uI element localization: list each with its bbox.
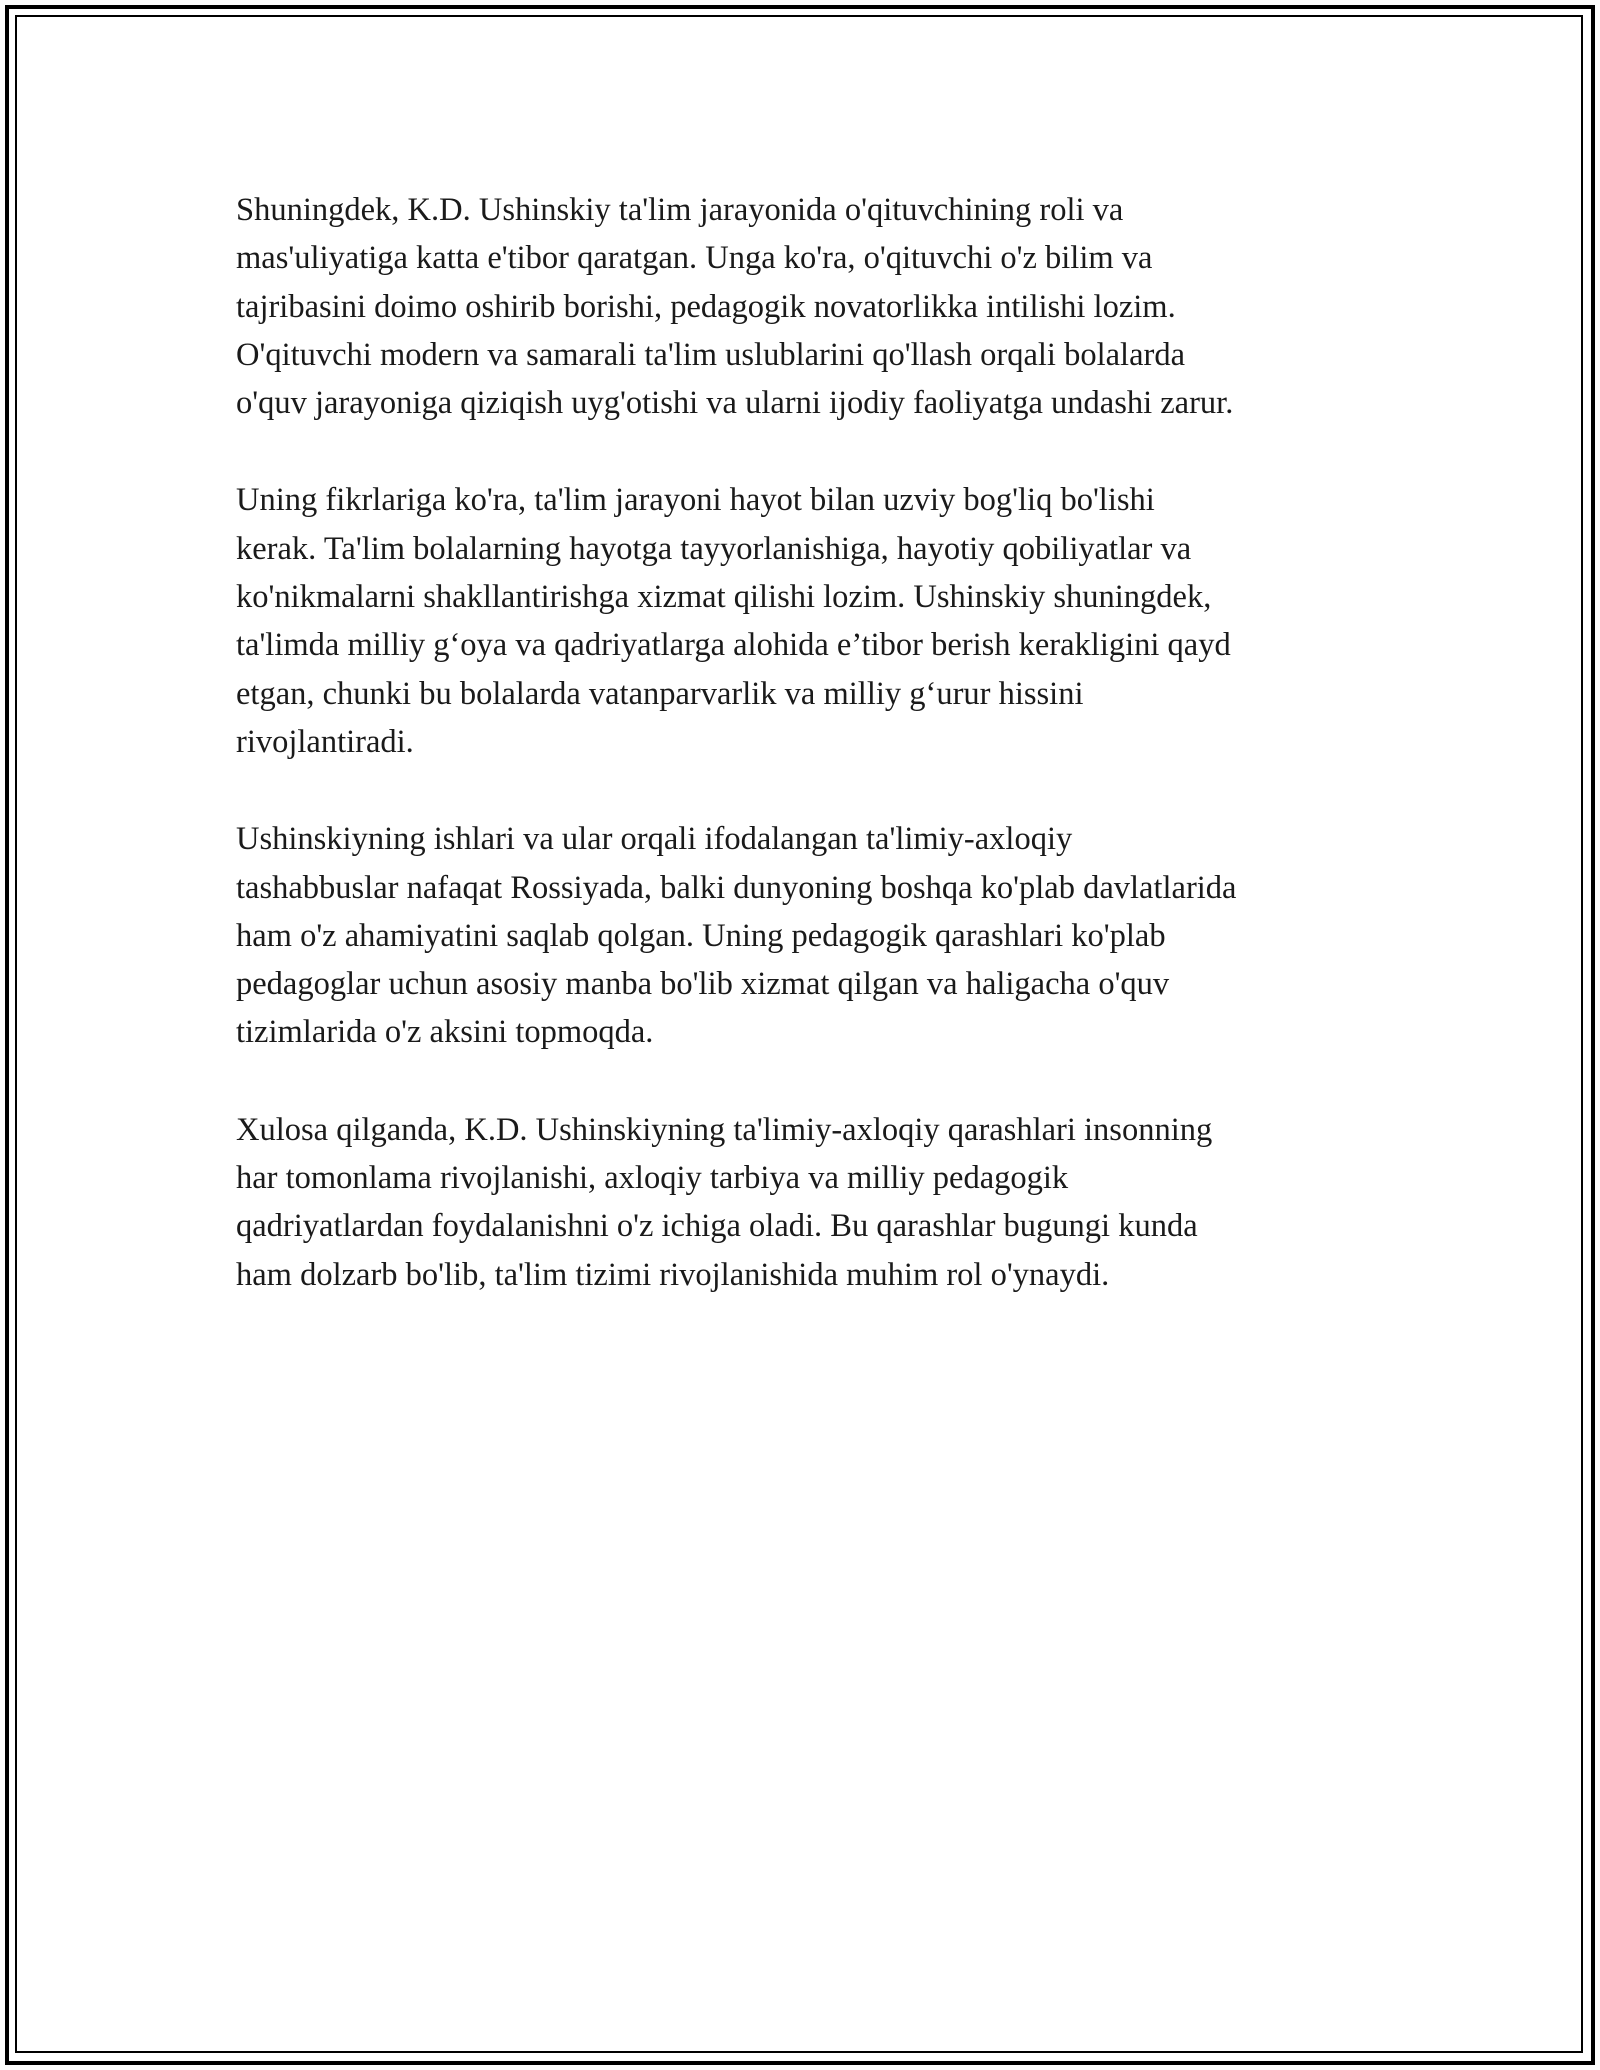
text-line: etgan, chunki bu bolalarda vatanparvarlik va milliy g‘urur hissini <box>236 675 1084 712</box>
text-line: ham dolzarb bo'lib, ta'lim tizimi rivojlanishida muhim rol o'ynaydi. <box>236 1256 1110 1293</box>
text-line: ko'nikmalarni shakllantirishga xizmat qilishi lozim. Ushinskiy shuningdek, <box>236 579 1212 616</box>
text-line: O'qituvchi modern va samarali ta'lim uslublarini qo'llash orqali bolalarda <box>236 336 1185 373</box>
text-line: pedagoglar uchun asosiy manba bo'lib xizmat qilgan va haligacha o'quv <box>236 966 1170 1003</box>
text-line: qadriyatlardan foydalanishni o'z ichiga oladi. Bu qarashlar bugungi kunda <box>236 1208 1198 1245</box>
paragraph-3 <box>236 815 1396 1056</box>
text-line: Xulosa qilganda, K.D. Ushinskiyning ta'limiy-axloqiy qarashlari insonning <box>236 1111 1213 1148</box>
paragraph-1 <box>236 186 1396 427</box>
document-body <box>236 186 1396 1348</box>
paragraph-2 <box>236 476 1396 766</box>
text-line: Uning fikrlariga ko'ra, ta'lim jarayoni hayot bilan uzviy bog'liq bo'lishi <box>236 482 1155 519</box>
text-line: tajribasini doimo oshirib borishi, pedagogik novatorlikka intilishi lozim. <box>236 288 1176 325</box>
text-line: tizimlarida o'z aksini topmoqda. <box>236 1014 654 1051</box>
text-line: Shuningdek, K.D. Ushinskiy ta'lim jarayonida o'qituvchining roli va <box>236 192 1124 228</box>
text-line: rivojlantiradi. <box>236 723 414 760</box>
text-line: ta'limda milliy g‘oya va qadriyatlarga alohida e’tibor berish kerakligini qayd <box>236 627 1231 664</box>
text-line: tashabbuslar nafaqat Rossiyada, balki dunyoning boshqa ko'plab davlatlarida <box>236 869 1237 906</box>
text-line: kerak. Ta'lim bolalarning hayotga tayyorlanishiga, hayotiy qobiliyatlar va <box>236 530 1192 567</box>
paragraph-4 <box>236 1106 1396 1299</box>
text-line: mas'uliyatiga katta e'tibor qaratgan. Unga ko'ra, o'qituvchi o'z bilim va <box>236 240 1153 277</box>
text-line: ham o'z ahamiyatini saqlab qolgan. Uning pedagogik qarashlari ko'plab <box>236 917 1166 954</box>
text-line: har tomonlama rivojlanishi, axloqiy tarbiya va milliy pedagogik <box>236 1160 1069 1197</box>
text-line: Ushinskiyning ishlari va ular orqali ifodalangan ta'limiy-axloqiy <box>236 821 1073 858</box>
text-line: o'quv jarayoniga qiziqish uyg'otishi va ularni ijodiy faoliyatga undashi zarur. <box>236 385 1234 422</box>
